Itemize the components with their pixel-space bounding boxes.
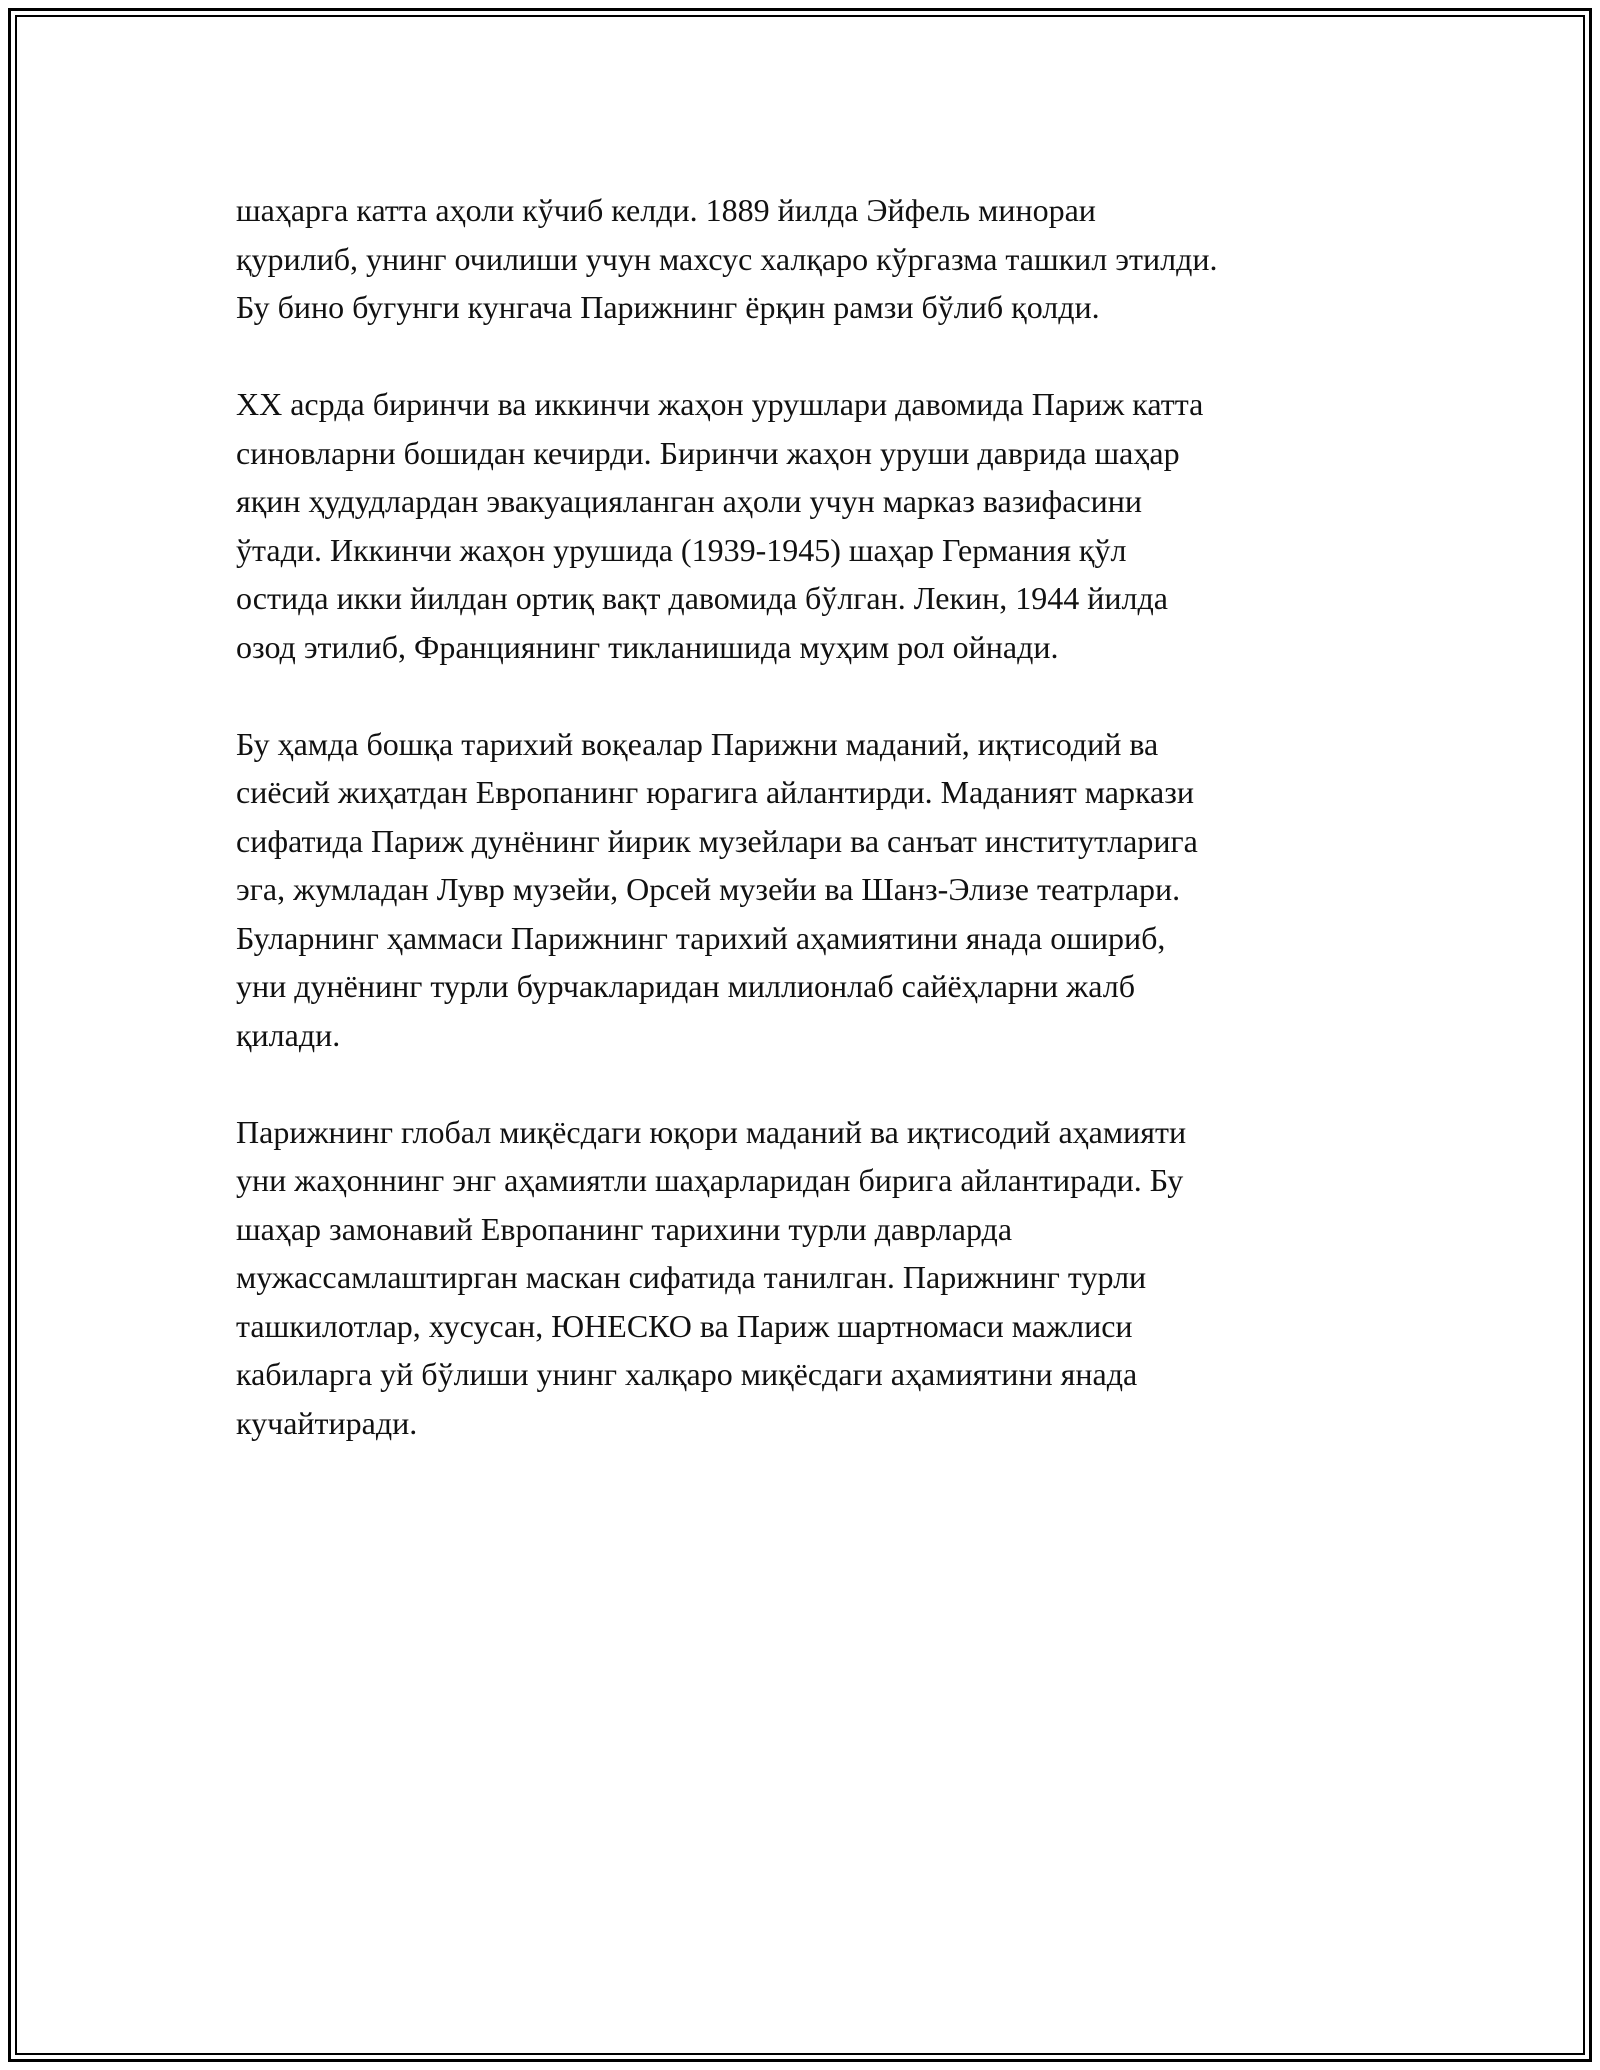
text-line: остида икки йилдан ортиқ вақт давомида бўлган. Лекин, 1944 йилда bbox=[236, 580, 1168, 616]
text-line: Буларнинг ҳаммаси Парижнинг тарихий аҳамиятини янада ошириб, bbox=[236, 919, 1166, 956]
text-line: уни жаҳоннинг энг аҳамиятли шаҳарларидан бирига айлантиради. Бу bbox=[236, 1162, 1184, 1198]
text-line: шаҳарга катта аҳоли кўчиб келди. 1889 йилда Эйфель минораи bbox=[236, 192, 1096, 228]
text-line: қурилиб, унинг очилиши учун махсус халқаро кўргазма ташкил этилди. bbox=[236, 240, 1218, 277]
text-line: шаҳар замонавий Европанинг тарихини турли даврларда bbox=[236, 1210, 1013, 1247]
text-line: Парижнинг глобал миқёсдаги юқори маданий ва иқтисодий аҳамияти bbox=[236, 1113, 1187, 1150]
text-line: сифатида Париж дунёнинг йирик музейлари ва санъат институтларига bbox=[236, 822, 1198, 859]
text-line: қилади. bbox=[236, 1016, 341, 1053]
paragraph-4 bbox=[236, 1108, 1376, 1448]
paragraph-1 bbox=[236, 186, 1376, 332]
text-line: ташкилотлар, хусусан, ЮНЕСКО ва Париж шартномаси мажлиси bbox=[236, 1307, 1133, 1344]
text-line: эга, жумладан Лувр музейи, Орсей музейи ва Шанз-Элизе театрлари. bbox=[236, 871, 1181, 907]
text-line: кабиларга уй бўлиши унинг халқаро миқёсдаги аҳамиятини янада bbox=[236, 1356, 1138, 1392]
paragraph-3 bbox=[236, 720, 1376, 1060]
text-line: синовларни бошидан кечирди. Биринчи жаҳон уруши даврида шаҳар bbox=[236, 434, 1180, 471]
text-line: Бу бино бугунги кунгача Парижнинг ёрқин рамзи бўлиб қолди. bbox=[236, 289, 1100, 325]
text-line: уни дунёнинг турли бурчакларидан миллионлаб сайёҳларни жалб bbox=[236, 968, 1136, 1004]
text-line: XX асрда биринчи ва иккинчи жаҳон урушлари давомида Париж катта bbox=[236, 386, 1204, 422]
paragraph-2 bbox=[236, 380, 1376, 671]
document-body bbox=[236, 186, 1376, 1496]
text-line: Бу ҳамда бошқа тарихий воқеалар Парижни маданий, иқтисодий ва bbox=[236, 725, 1159, 762]
text-line: мужассамлаштирган маскан сифатида танилган. Парижнинг турли bbox=[236, 1259, 1147, 1295]
text-line: кучайтиради. bbox=[236, 1404, 418, 1441]
text-line: озод этилиб, Франциянинг тикланишида муҳим рол ойнади. bbox=[236, 628, 1059, 665]
text-line: ўтади. Иккинчи жаҳон урушида (1939-1945) шаҳар Германия қўл bbox=[236, 531, 1127, 568]
text-line: сиёсий жиҳатдан Европанинг юрагига айлантирди. Маданият маркази bbox=[236, 774, 1195, 810]
text-line: яқин ҳудудлардан эвакуацияланган аҳоли учун марказ вазифасини bbox=[236, 483, 1143, 519]
